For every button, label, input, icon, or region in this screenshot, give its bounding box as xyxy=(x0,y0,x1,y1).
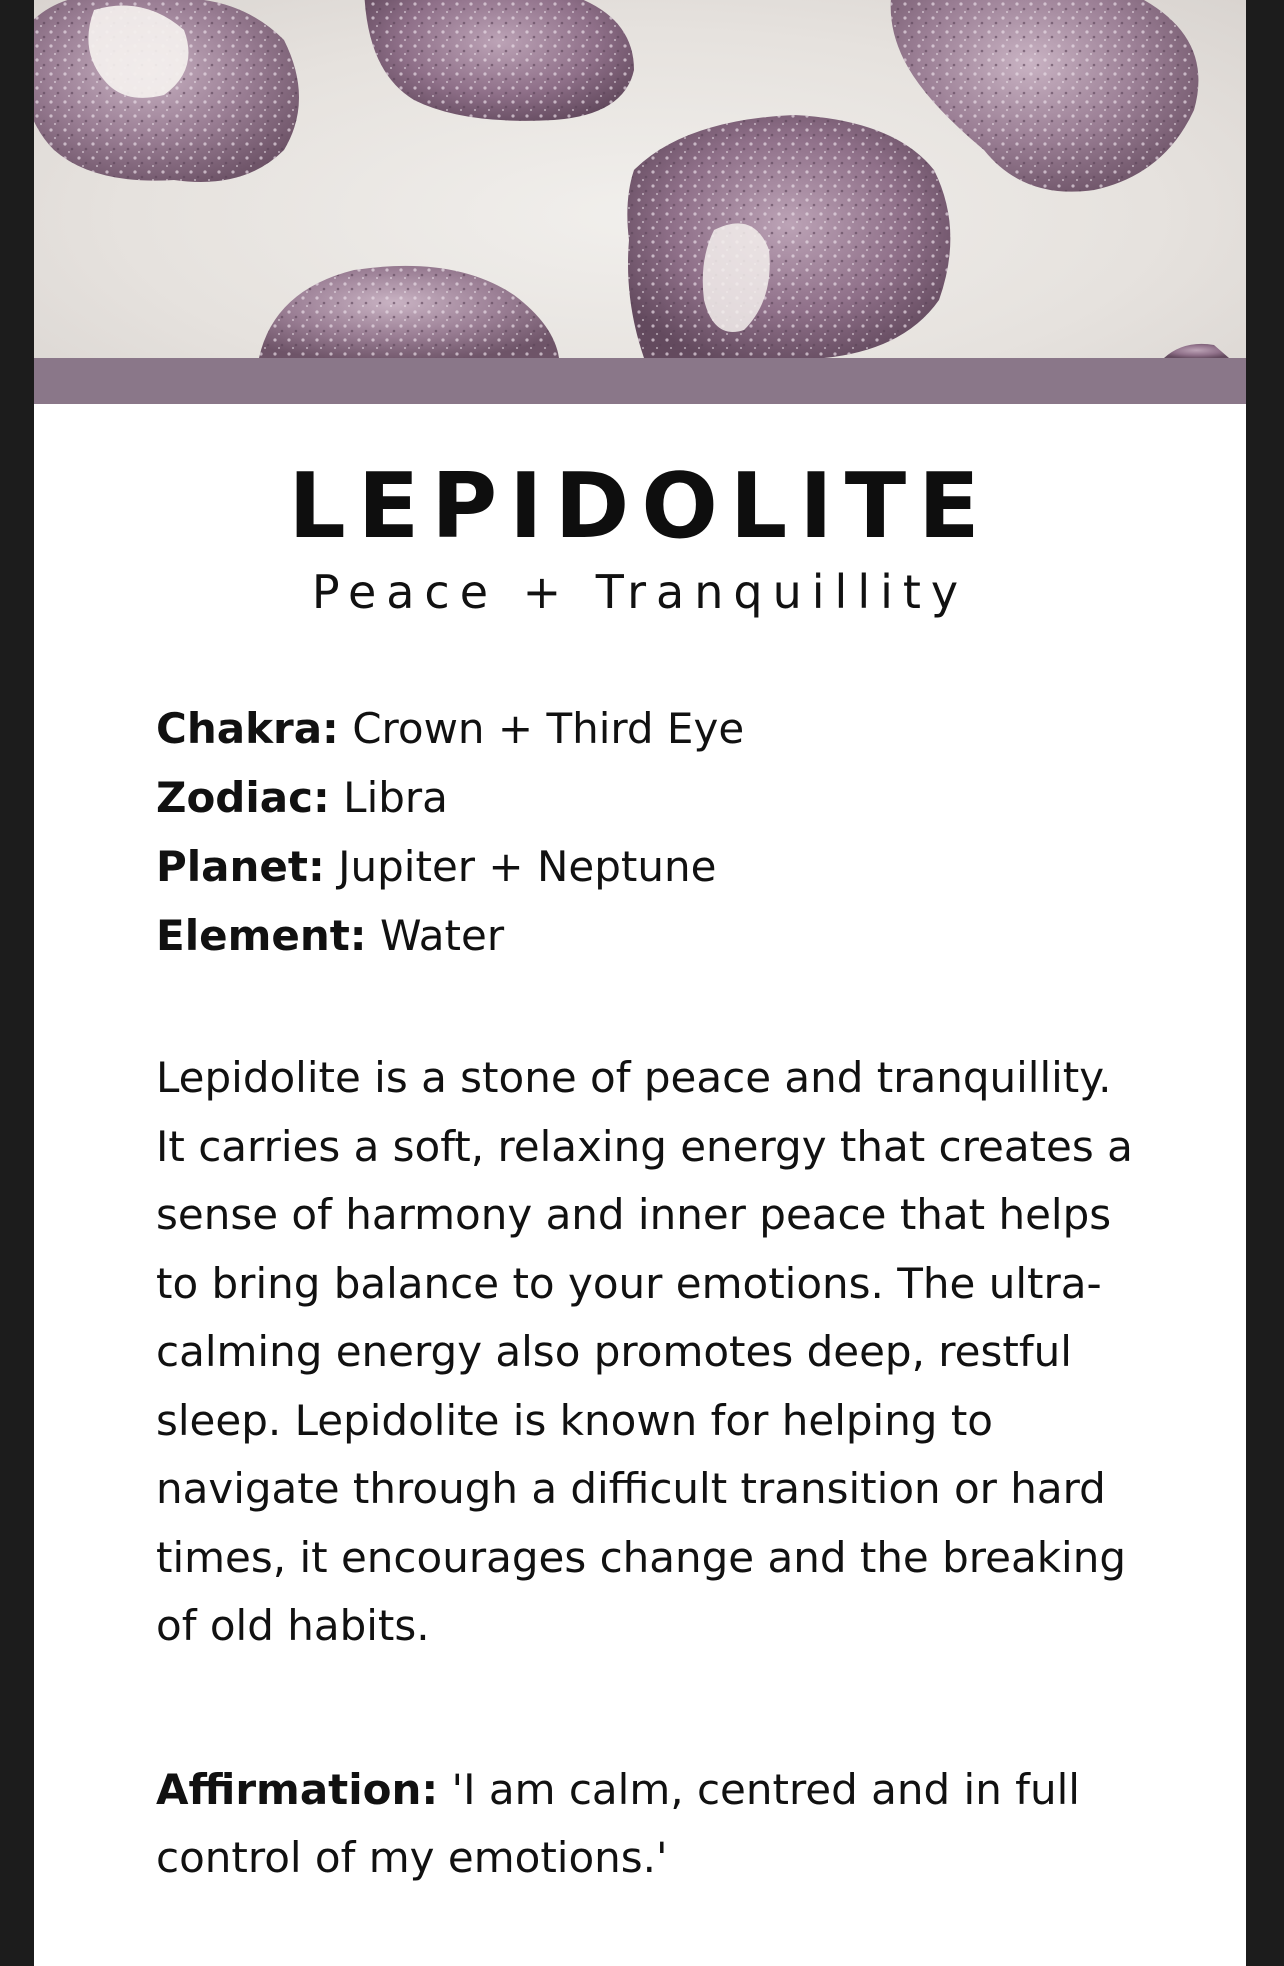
affirmation-text: 'I am calm, centred and in full control of my emotions.' xyxy=(156,1765,1080,1882)
property-list xyxy=(156,694,1156,970)
property-key: Zodiac: xyxy=(156,773,330,822)
property-value: Libra xyxy=(343,773,448,822)
stone-top-center xyxy=(364,0,634,121)
stone-title: LEPIDOLITE xyxy=(288,454,992,559)
property-key: Element: xyxy=(156,911,367,960)
property-value: Crown + Third Eye xyxy=(352,704,745,753)
stone-subtitle: Peace + Tranquillity xyxy=(311,565,969,619)
property-zodiac xyxy=(156,763,1156,832)
accent-band xyxy=(34,358,1246,404)
stone-top-right xyxy=(891,0,1199,192)
property-value: Water xyxy=(379,911,505,960)
property-key: Chakra: xyxy=(156,704,339,753)
info-panel xyxy=(34,404,1246,1966)
affirmation xyxy=(156,1756,1146,1892)
property-element xyxy=(156,901,1156,970)
property-chakra xyxy=(156,694,1156,763)
stone-illustration xyxy=(34,0,1246,358)
stone-middle xyxy=(627,115,950,358)
lepidolite-photo xyxy=(34,0,1246,358)
stone-description: Lepidolite is a stone of peace and tranquillity. It carries a soft, relaxing energy that creates a sense of harmony and inner peace that helps to bring balance to your emotions. The ultra-calming energy also promotes deep, restful sleep. Lepidolite is known for helping to navigate through a difficult transition or hard times, it encourages change and the breaking of old habits. xyxy=(156,1053,1133,1650)
crystal-info-card xyxy=(34,0,1246,1966)
property-planet xyxy=(156,832,1156,901)
property-key: Planet: xyxy=(156,842,325,891)
property-value: Jupiter + Neptune xyxy=(338,842,717,891)
affirmation-label: Affirmation: xyxy=(156,1765,439,1814)
stone-sliver xyxy=(1164,344,1229,358)
stone-bottom-left xyxy=(259,266,559,358)
stone-top-left xyxy=(34,0,299,182)
